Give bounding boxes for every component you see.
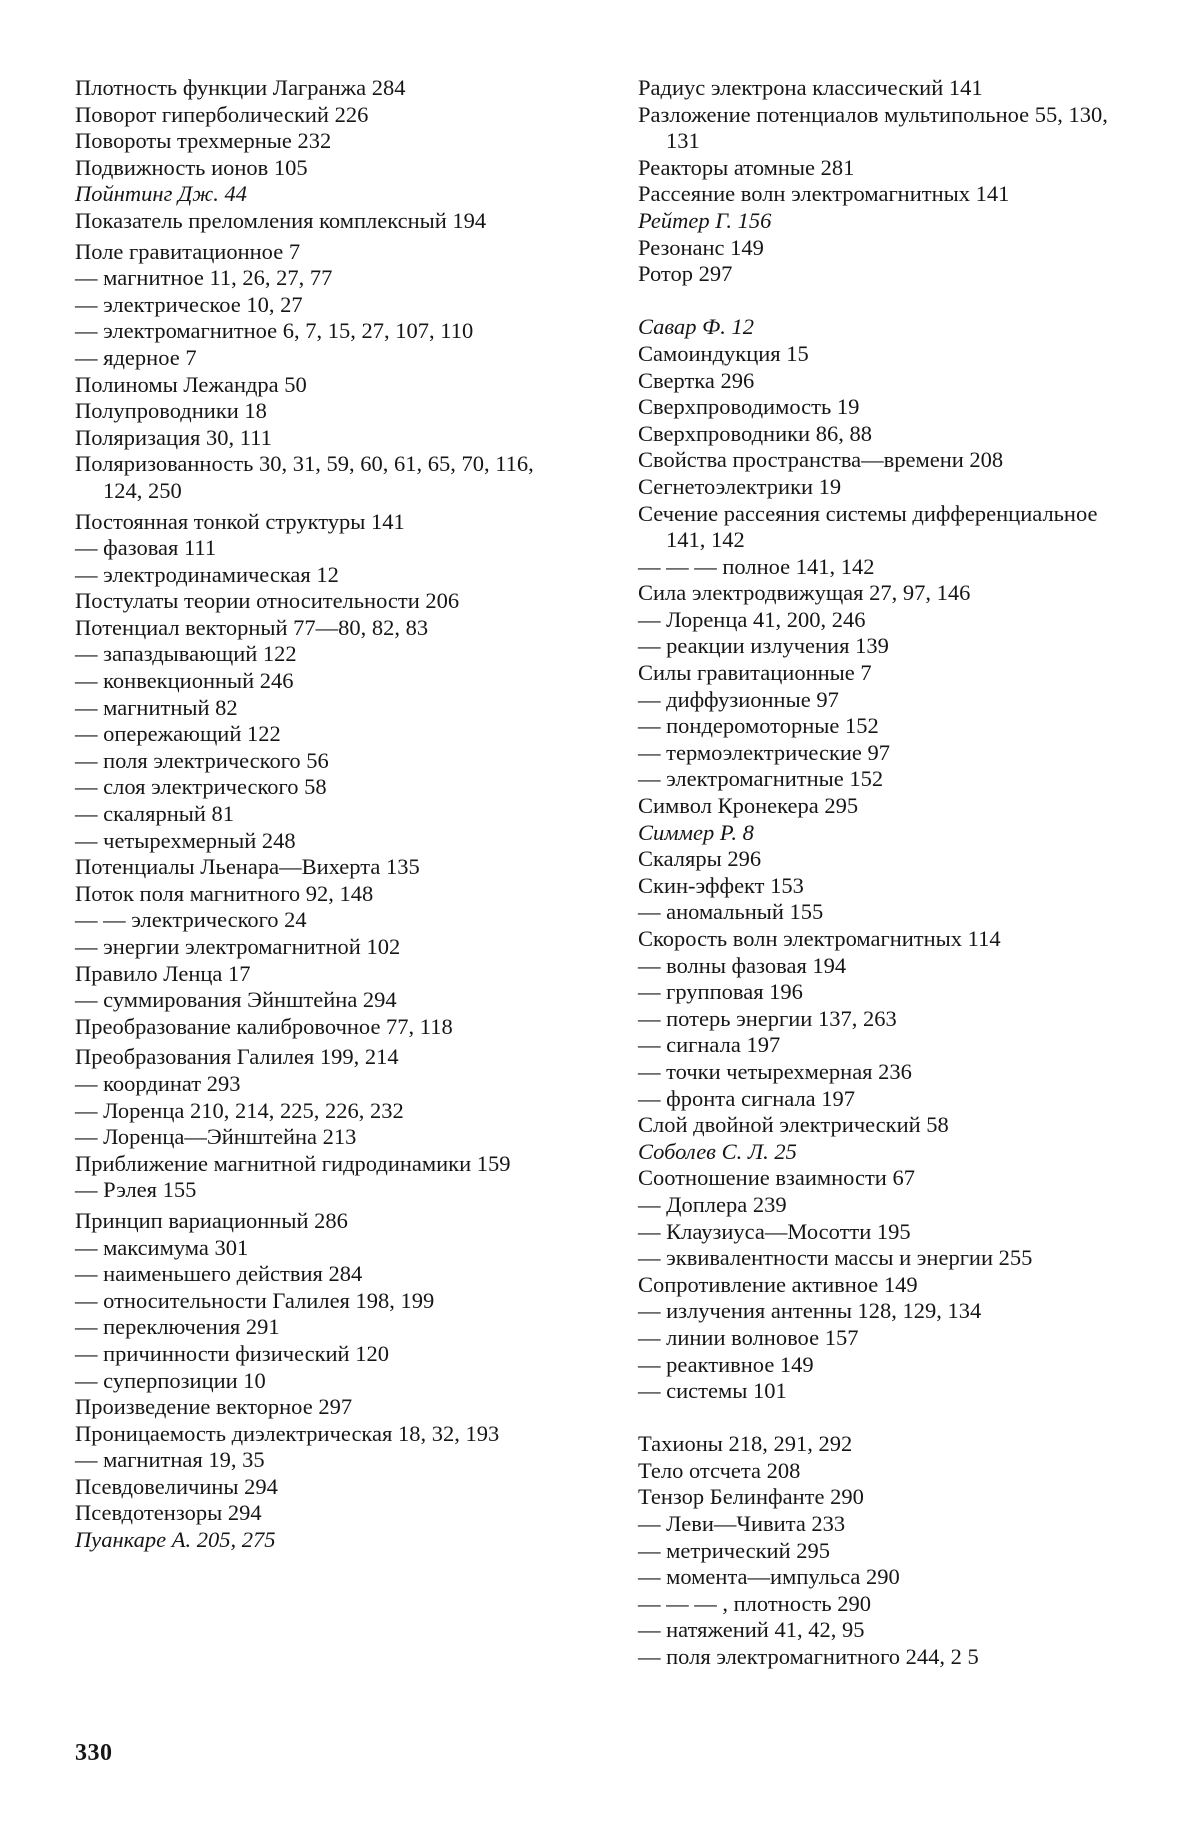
index-entry: Поворот гиперболический 226 (75, 101, 369, 127)
index-entry: Преобразования Галилея 199, 214 (75, 1044, 399, 1070)
index-entry: Преобразование калибровочное 77, 118 (75, 1013, 453, 1039)
index-entry: Псевдотензоры 294 (75, 1500, 262, 1526)
index-entry: — потерь энергии 137, 263 (638, 1005, 897, 1031)
index-entry: Сечение рассеяния системы дифференциальное 141, 142 (638, 500, 1098, 553)
index-entry: — электрическое 10, 27 (75, 291, 303, 317)
index-entry: — волны фазовая 194 (638, 952, 847, 978)
index-entry: Пуанкаре А. 205, 275 (75, 1527, 276, 1553)
index-entry: — натяжений 41, 42, 95 (638, 1617, 865, 1643)
index-entry: Повороты трехмерные 232 (75, 128, 332, 154)
index-entry: — электромагнитные 152 (638, 766, 884, 792)
index-entry: — — — полное 141, 142 (638, 553, 875, 579)
index-entry: Сегнетоэлектрики 19 (638, 473, 842, 499)
index-entry: Сверхпроводники 86, 88 (638, 420, 872, 446)
index-entry: Силы гравитационные 7 (638, 660, 872, 686)
index-entry: Савар Ф. 12 (638, 314, 754, 340)
index-entry: — термоэлектрические 97 (638, 739, 891, 765)
index-entry: Поляризованность 30, 31, 59, 60, 61, 65, 70, 116, 124, 250 (75, 451, 534, 503)
index-entry: — Лоренца—Эйнштейна 213 (75, 1124, 357, 1150)
index-entry: — максимума 301 (75, 1234, 249, 1260)
index-entry: Плотность функции Лагранжа 284 (75, 75, 406, 100)
index-entry: Скаляры 296 (638, 846, 762, 872)
index-entry: Произведение векторное 297 (75, 1394, 353, 1420)
index-entry: Поляризация 30, 111 (75, 424, 272, 450)
index-entry: Правило Ленца 17 (75, 960, 251, 986)
index-entry: — линии волновое 157 (638, 1324, 859, 1350)
index-entry: Сверхпроводимость 19 (638, 394, 860, 420)
index-entry: Потенциал векторный 77—80, 82, 83 (75, 614, 429, 640)
index-entry: Резонанс 149 (638, 234, 764, 260)
index-entry: Показатель преломления комплексный 194 (75, 207, 487, 233)
index-entry: Свойства пространства—времени 208 (638, 447, 1004, 473)
index-entry: Постулаты теории относительности 206 (75, 588, 460, 614)
index-entry: — магнитное 11, 26, 27, 77 (75, 265, 333, 291)
index-entry: Полупроводники 18 (75, 398, 267, 424)
index-entry: Рейтер Г. 156 (638, 207, 772, 233)
index-entry: — Лоренца 41, 200, 246 (638, 606, 866, 632)
index-entry: Самоиндукция 15 (638, 340, 809, 366)
index-entry: Тензор Белинфанте 290 (638, 1484, 864, 1510)
index-entry: — излучения антенны 128, 129, 134 (638, 1298, 982, 1324)
index-entry: Скорость волн электромагнитных 114 (638, 926, 1001, 951)
index-entry: Рассеяние волн электромагнитных 141 (638, 181, 1010, 207)
index-entry: Тахионы 218, 291, 292 (638, 1431, 853, 1457)
index-entry: — наименьшего действия 284 (75, 1261, 363, 1287)
index-entry: — энергии электромагнитной 102 (75, 934, 401, 959)
index-entry: Разложение потенциалов мультипольное 55, 130, 131 (638, 101, 1108, 154)
index-entry: Полиномы Лежандра 50 (75, 371, 307, 397)
index-entry: — магнитный 82 (75, 694, 238, 720)
index-entry: Принцип вариационный 286 (75, 1207, 348, 1233)
index-entry: — групповая 196 (638, 979, 803, 1005)
index-entry: — точки четырехмерная 236 (638, 1058, 912, 1084)
index-entry: Псевдовеличины 294 (75, 1473, 278, 1499)
index-entry: Символ Кронекера 295 (638, 793, 859, 819)
index-entry: — системы 101 (638, 1378, 787, 1404)
index-entry: — скалярный 81 (75, 801, 235, 827)
index-entry: — суперпозиции 10 (75, 1367, 266, 1393)
index-entry: — фронта сигнала 197 (638, 1085, 856, 1111)
index-entry: — Леви—Чивита 233 (638, 1511, 846, 1537)
index-entry: — конвекционный 246 (75, 668, 294, 694)
index-entry: Сила электродвижущая 27, 97, 146 (638, 580, 971, 606)
index-entry: Соболев С. Л. 25 (638, 1138, 797, 1164)
index-entry: — электромагнитное 6, 7, 15, 27, 107, 110 (75, 318, 474, 344)
index-entry: Пойнтинг Дж. 44 (75, 181, 247, 207)
index-entry: — четырехмерный 248 (75, 827, 296, 853)
index-entry: Слой двойной электрический 58 (638, 1112, 949, 1138)
index-entry: — электродинамическая 12 (75, 561, 339, 587)
index-entry: Реакторы атомные 281 (638, 154, 855, 180)
index-entry: Сопротивление активное 149 (638, 1271, 918, 1297)
index-entry: Поле гравитационное 7 (75, 238, 301, 264)
index-entry: Радиус электрона классический 141 (638, 75, 983, 100)
index-entry: Соотношение взаимности 67 (638, 1165, 915, 1191)
index-entry: Симмер Р. 8 (638, 819, 754, 845)
index-entry: — фазовая 111 (75, 535, 217, 561)
index-entry: — суммирования Эйнштейна 294 (75, 987, 397, 1013)
index-entry: — опережающий 122 (75, 721, 281, 747)
index-entry: — Доплера 239 (638, 1191, 787, 1217)
index-entry: Приближение магнитной гидродинамики 159 (75, 1150, 511, 1176)
index-entry: — поля электромагнитного 244, 2 5 (638, 1644, 979, 1670)
index-entry: — относительности Галилея 198, 199 (75, 1287, 435, 1313)
index-entry: — слоя электрического 58 (75, 774, 327, 800)
index-entry: — Клаузиуса—Мосотти 195 (638, 1218, 911, 1244)
index-entry: — сигнала 197 (638, 1032, 781, 1058)
index-entry: — Лоренца 210, 214, 225, 226, 232 (75, 1097, 404, 1123)
index-entry: — ядерное 7 (75, 344, 197, 370)
index-column-left (75, 75, 555, 1554)
index-entry: — аномальный 155 (638, 899, 824, 925)
index-entry: — реакции излучения 139 (638, 633, 889, 659)
index-entry: — координат 293 (75, 1070, 241, 1096)
index-entry: — эквивалентности массы и энергии 255 (638, 1245, 1033, 1271)
index-entry: Свертка 296 (638, 367, 755, 393)
page-number: 330 (75, 1740, 113, 1766)
index-entry: Потенциалы Льенара—Вихерта 135 (75, 854, 420, 880)
index-entry: — переключения 291 (75, 1314, 280, 1340)
index-entry: — — — , плотность 290 (638, 1590, 871, 1616)
index-entry: — метрический 295 (638, 1537, 830, 1563)
index-entry: Постоянная тонкой структуры 141 (75, 508, 405, 534)
index-entry: Скин-эффект 153 (638, 872, 804, 898)
index-entry: — диффузионные 97 (638, 686, 839, 712)
index-entry: — реактивное 149 (638, 1351, 814, 1377)
index-entry: Проницаемость диэлектрическая 18, 32, 193 (75, 1420, 500, 1446)
index-entry: — причинности физический 120 (75, 1340, 389, 1366)
index-entry: — пондеромоторные 152 (638, 713, 879, 739)
index-entry: Ротор 297 (638, 261, 733, 287)
index-entry: Подвижность ионов 105 (75, 154, 308, 180)
index-entry: — запаздывающий 122 (75, 641, 297, 667)
index-entry: — поля электрического 56 (75, 747, 329, 773)
index-entry: — момента—импульса 290 (638, 1564, 900, 1590)
index-entry: — магнитная 19, 35 (75, 1447, 265, 1473)
index-entry: — Рэлея 155 (75, 1177, 197, 1203)
index-column-right (638, 75, 1123, 1671)
index-entry: Поток поля магнитного 92, 148 (75, 880, 374, 906)
index-entry: Тело отсчета 208 (638, 1457, 801, 1483)
index-entry: — — электрического 24 (75, 907, 307, 933)
